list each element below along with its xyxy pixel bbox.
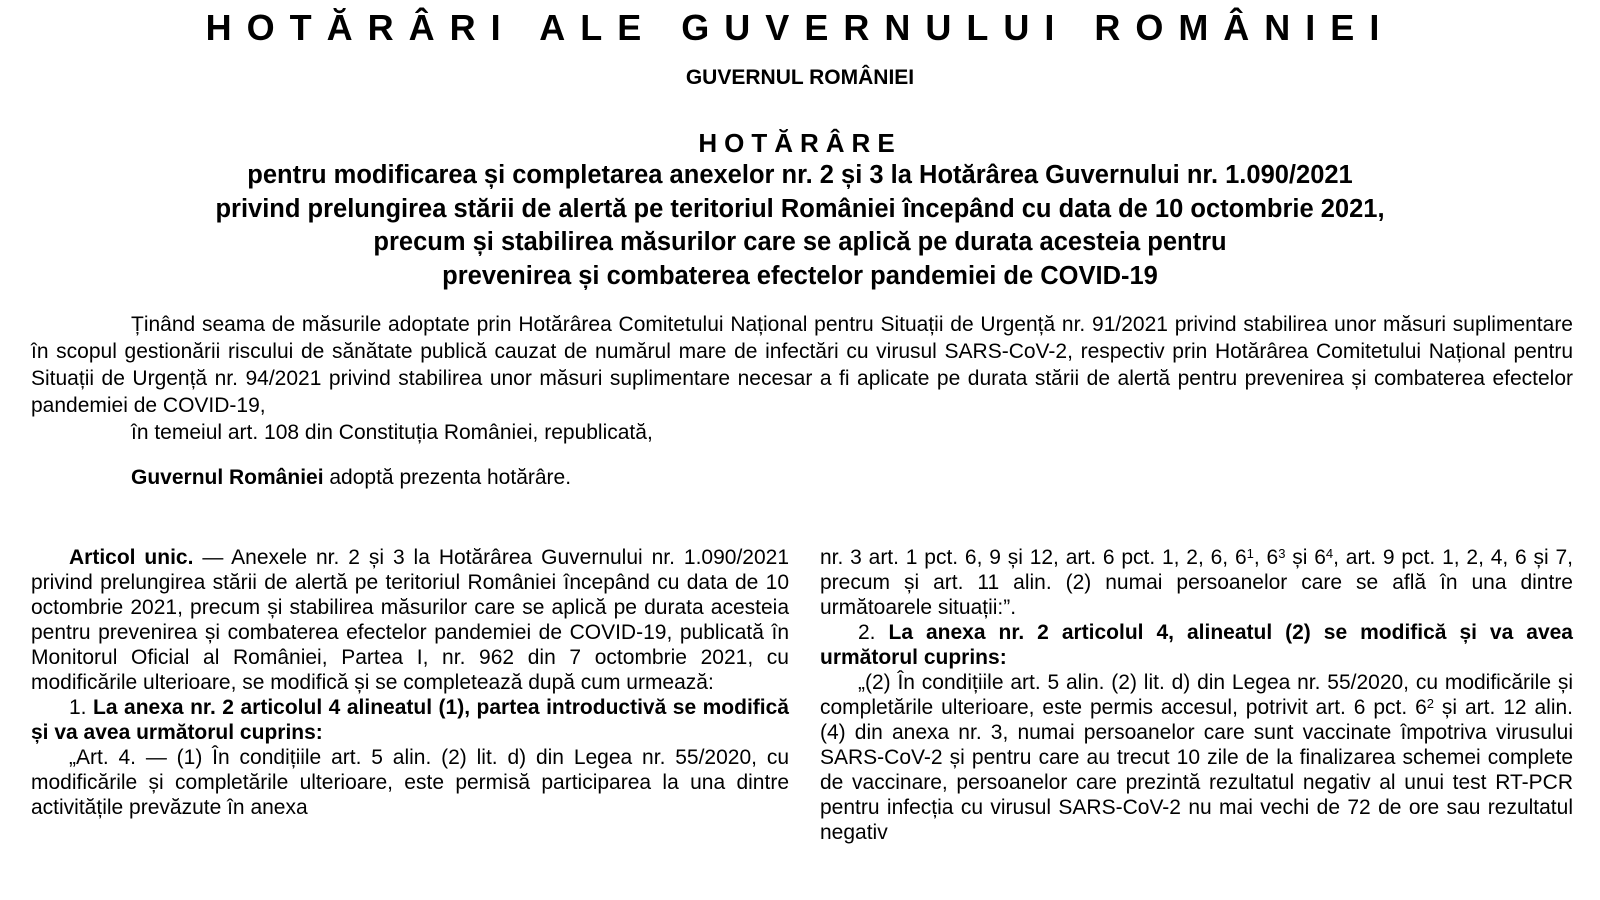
point-2-heading-text: La anexa nr. 2 articolul 4, alineatul (2) se modifică și va avea următorul cuprins: bbox=[820, 621, 1573, 669]
superscript-1: 1 bbox=[1246, 546, 1254, 561]
left-column bbox=[31, 545, 789, 820]
point-1-heading-text: La anexa nr. 2 articolul 4 alineatul (1), partea introductivă se modifică și va avea următorul cuprins: bbox=[31, 696, 789, 744]
point-1-number: 1. bbox=[69, 696, 94, 719]
superscript-4: 4 bbox=[1325, 546, 1334, 561]
point-2-text-b: și art. 12 alin. (4) din anexa nr. 3, numai persoanelor care sunt vaccinate împotriva virusului SARS-CoV-2 și pentru care au trecut 10 zile de la finalizarea schemei complete de vaccinare, persoanelor care prezintă rezultatul negativ al unui test RT-PCR pentru infecția cu virusul SARS-CoV-2 nu mai vechi de 72 de ore sau rezultatul negativ bbox=[820, 696, 1573, 844]
preamble-considering: Ținând seama de măsurile adoptate prin Hotărârea Comitetului Național pentru Situații de Urgență nr. 91/2021 privind stabilirea unor măsuri suplimentare în scopul gestionării riscului de sănătate publică cauzat de numărul mare de infectări cu virusul SARS-CoV-2, respectiv prin Hotărârea Comitetului Național pentru Situații de Urgență nr. 94/2021 privind stabilirea unor măsuri suplimentare necesar a fi aplicate pe durata stării de alertă pentru prevenirea și combaterea efectelor pandemiei de COVID-19, bbox=[31, 313, 1573, 417]
adoption-subject: Guvernul României bbox=[131, 466, 324, 489]
decision-title bbox=[0, 159, 1600, 293]
right-column bbox=[820, 545, 1573, 845]
point-1-cont-a: nr. 3 art. 1 pct. 6, 9 și 12, art. 6 pct. 1, 2, 6, 6 bbox=[820, 546, 1247, 569]
point-1-heading bbox=[31, 695, 789, 745]
superscript-3: 3 bbox=[1278, 546, 1286, 561]
point-2-text bbox=[820, 670, 1573, 845]
issuer-name: GUVERNUL ROMÂNIEI bbox=[685, 66, 915, 89]
point-1-cont-b: , 6 bbox=[1253, 546, 1279, 569]
point-1-cont-c: și 6 bbox=[1285, 546, 1326, 569]
article-intro bbox=[31, 545, 789, 695]
superscript-2: 2 bbox=[1426, 696, 1435, 711]
decision-label: HOTĂRÂRE bbox=[698, 128, 902, 158]
preamble bbox=[31, 311, 1573, 491]
point-1-continuation bbox=[820, 545, 1573, 620]
preamble-adoption bbox=[31, 464, 1573, 491]
decision-title-line: prevenirea și combaterea efectelor pandemiei de COVID-19 bbox=[442, 261, 1158, 290]
decision-title-line: pentru modificarea și completarea anexelor nr. 2 și 3 la Hotărârea Guvernului nr. 1.090/2021 bbox=[247, 161, 1353, 189]
decision-title-line: privind prelungirea stării de alertă pe teritoriul României începând cu data de 10 octombrie 2021, bbox=[215, 194, 1385, 223]
decision-title-line: precum și stabilirea măsurilor care se aplică pe durata acesteia pentru bbox=[373, 228, 1227, 256]
article-heading: Articol unic. bbox=[69, 546, 194, 569]
article-intro-text: — Anexele nr. 2 și 3 la Hotărârea Guvernului nr. 1.090/2021 privind prelungirea stării de alertă pe teritoriul României începând cu data de 10 octombrie 2021, precum și stabilirea măsurilor care se aplică pe durata acesteia pentru prevenirea și combaterea efectelor pandemiei de COVID-19, publicată în Monitorul Oficial al României, Partea I, nr. 962 din 7 octombrie 2021, cu modificările ulterioare, se modifică și se completează după cum urmează: bbox=[31, 546, 789, 694]
point-1-cont-d: , art. 9 pct. 1, 2, 4, 6 și 7, precum și art. 11 alin. (2) numai persoanelor care se află în una dintre următoarele situații:”. bbox=[820, 546, 1573, 619]
preamble-legal-basis: în temeiul art. 108 din Constituția României, republicată, bbox=[131, 421, 653, 444]
point-2-text-a: „(2) În condițiile art. 5 alin. (2) lit. d) din Legea nr. 55/2020, cu modificările și completările ulterioare, este permis accesul, potrivit art. 6 pct. 6 bbox=[820, 671, 1573, 719]
adoption-rest: adoptă prezenta hotărâre. bbox=[323, 466, 572, 489]
point-2-heading bbox=[820, 620, 1573, 670]
section-title: HOTĂRÂRI ALE GUVERNULUI ROMÂNIEI bbox=[205, 7, 1395, 48]
point-2-number: 2. bbox=[858, 621, 889, 644]
point-1-text: „Art. 4. — (1) În condițiile art. 5 alin. (2) lit. d) din Legea nr. 55/2020, cu modificările și completările ulterioare, este permisă participarea la una dintre activitățile prevăzute în anexa bbox=[31, 746, 789, 819]
